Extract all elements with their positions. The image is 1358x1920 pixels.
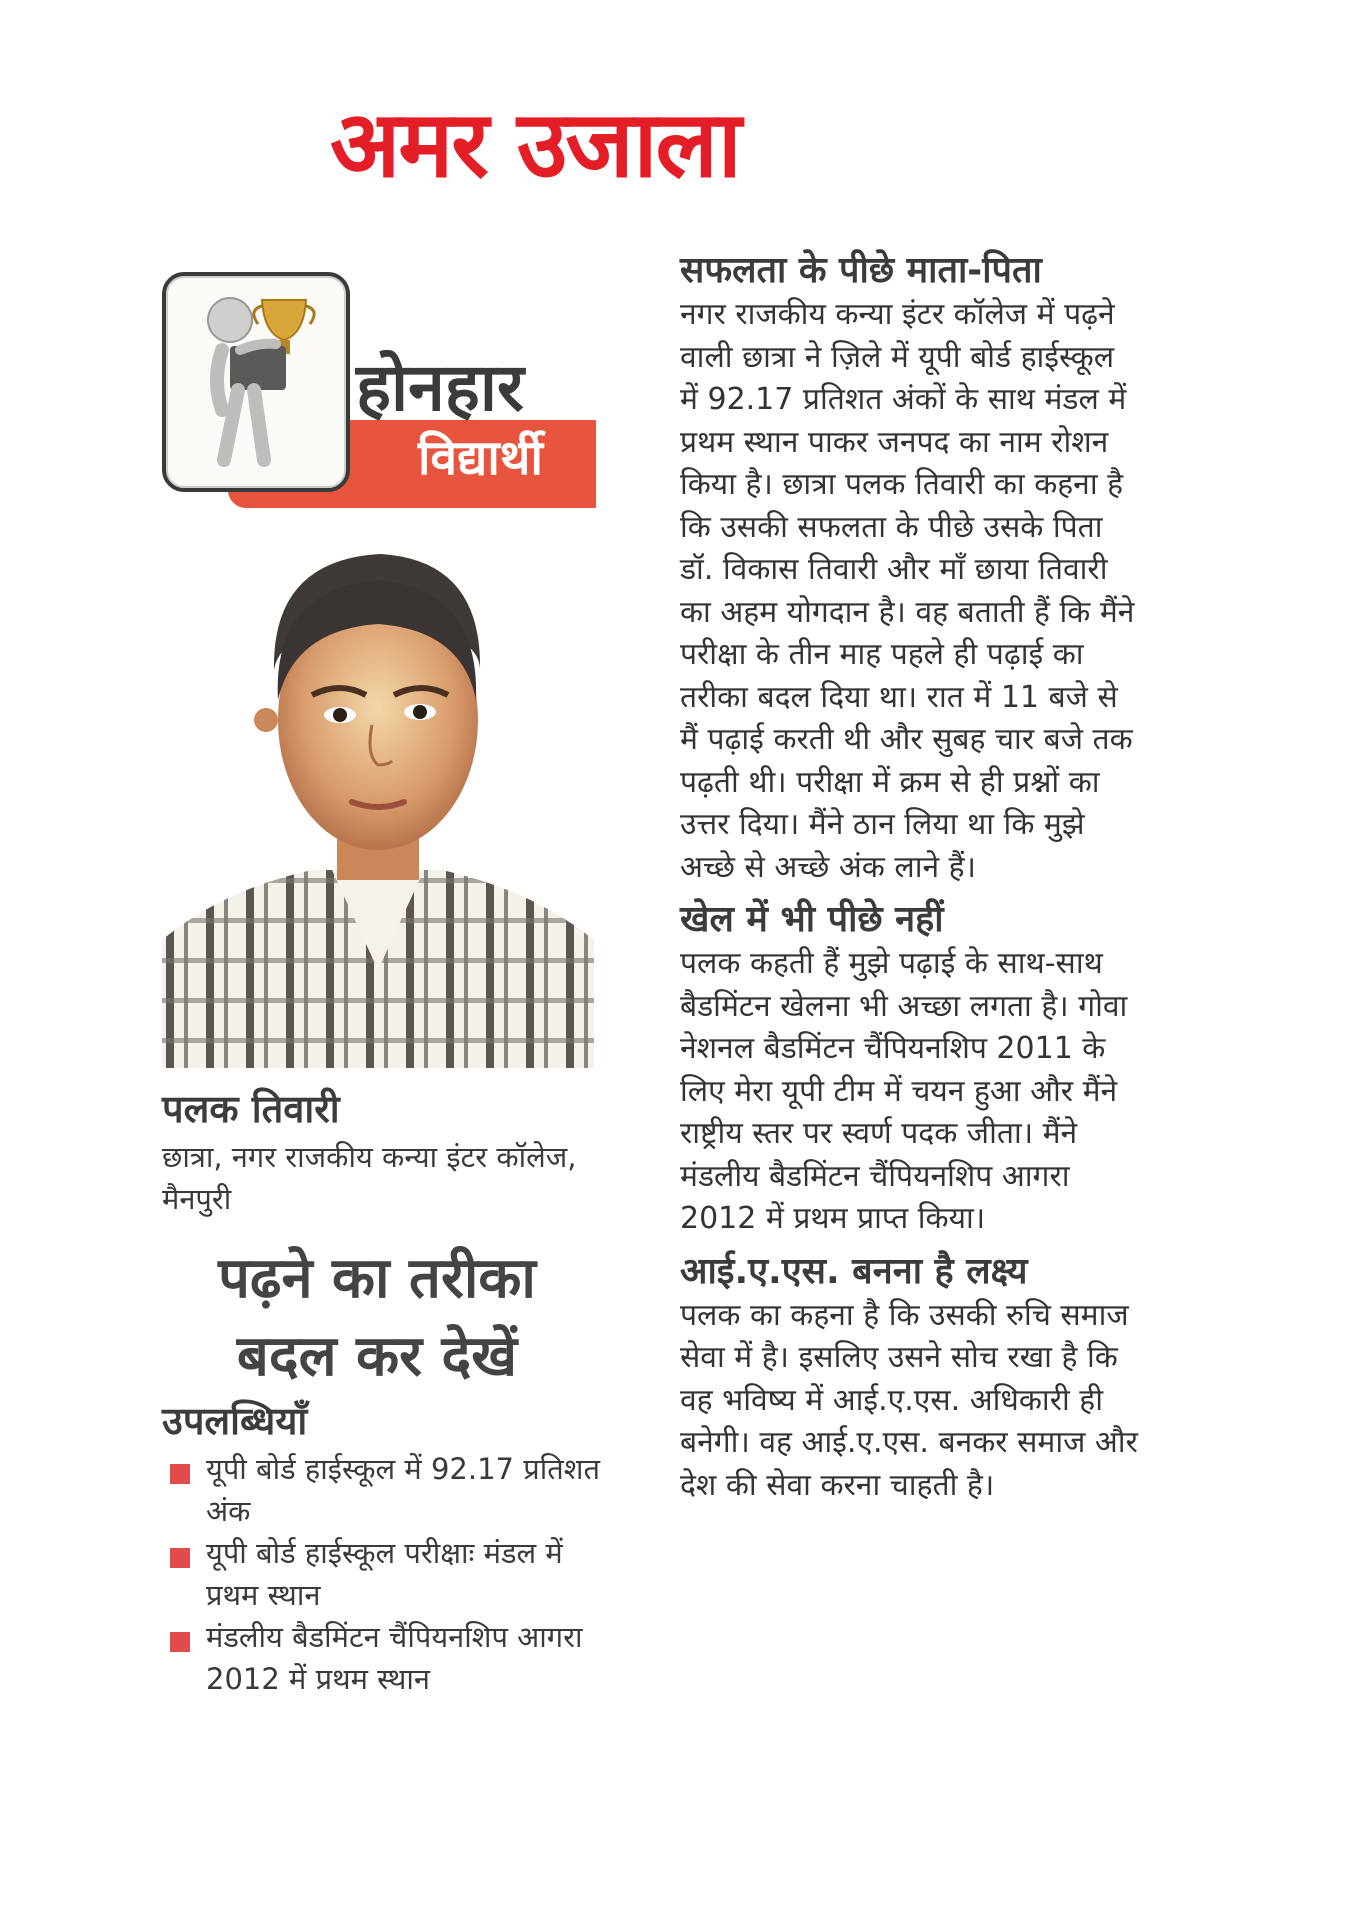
square-bullet-icon <box>170 1632 190 1652</box>
student-photo <box>162 540 594 1068</box>
student-affiliation: छात्रा, नगर राजकीय कन्या इंटर कॉलेज, मैनपुरी <box>162 1140 577 1216</box>
square-bullet-icon <box>170 1464 190 1484</box>
article-body <box>680 248 1140 1515</box>
section-body-sports: पलक कहती हैं मुझे पढ़ाई के साथ-साथ बैडमिंटन खेलना भी अच्छा लगता है। गोवा नेशनल बैडमिंटन चैंपियनशिप 2011 के लिए मेरा यूपी टीम में चयन हुआ और मैंने राष्ट्रीय स्तर पर स्वर्ण पदक जीता। मैंने मंडलीय बैडमिंटन चैंपियनशिप आगरा 2012 में प्रथम प्राप्त किया। <box>680 946 1128 1236</box>
square-bullet-icon <box>170 1548 190 1568</box>
section-body-ias-goal: पलक का कहना है कि उसकी रुचि समाज सेवा में है। इसलिए उसने सोच रखा है कि वह भविष्य में आई.ए.एस. अधिकारी ही बनेगी। वह आई.ए.एस. बनकर समाज और देश की सेवा करना चाहती है। <box>680 1297 1138 1503</box>
newspaper-masthead: अमर उजाला <box>330 91 740 198</box>
achievement-item: मंडलीय बैडमिंटन चैंपियनशिप आगरा 2012 में प्रथम स्थान <box>162 1616 602 1700</box>
achievement-item: यूपी बोर्ड हाईस्कूल में 92.17 प्रतिशत अंक <box>162 1448 602 1532</box>
student-name: पलक तिवारी <box>162 1087 340 1131</box>
section-heading-ias-goal: आई.ए.एस. बनना है लक्ष्य <box>680 1250 1028 1292</box>
badge-subtitle: विद्यार्थी <box>418 430 543 486</box>
headline-line-2: बदल कर देखें <box>236 1324 518 1389</box>
section-body-parents: नगर राजकीय कन्या इंटर कॉलेज में पढ़ने वाली छात्रा ने ज़िले में यूपी बोर्ड हाईस्कूल में 92.17 प्रतिशत अंकों के साथ मंडल में प्रथम स्थान पाकर जनपद का नाम रोशन किया है। छात्रा पलक तिवारी का कहना है कि उसकी सफलता के पीछे उसके पिता डॉ. विकास तिवारी और माँ छाया तिवारी का अहम योगदान है। वह बताती हैं कि मैंने परीक्षा के तीन माह पहले ही पढ़ाई का तरीका बदल दिया था। रात में 11 बजे से मैं पढ़ाई करती थी और सुबह चार बजे तक पढ़ती थी। परीक्षा में क्रम से ही प्रश्नों का उत्तर दिया। मैंने ठान लिया था कि मुझे अच्छे से अच्छे अंक लाने हैं। <box>680 297 1135 885</box>
headline-line-1: पढ़ने का तरीका <box>218 1246 536 1311</box>
section-heading-sports: खेल में भी पीछे नहीं <box>680 899 944 940</box>
article-headline <box>162 1240 592 1396</box>
achievement-item: यूपी बोर्ड हाईस्कूल परीक्षाः मंडल में प्रथम स्थान <box>162 1532 602 1616</box>
achievements-title: उपलब्धियाँ <box>162 1399 308 1443</box>
achievements-list <box>162 1448 602 1700</box>
trophy-figure-icon <box>192 290 322 470</box>
section-heading-parents: सफलता के पीछे माता-पिता <box>680 250 1042 291</box>
badge-title: होनहार <box>356 349 524 426</box>
